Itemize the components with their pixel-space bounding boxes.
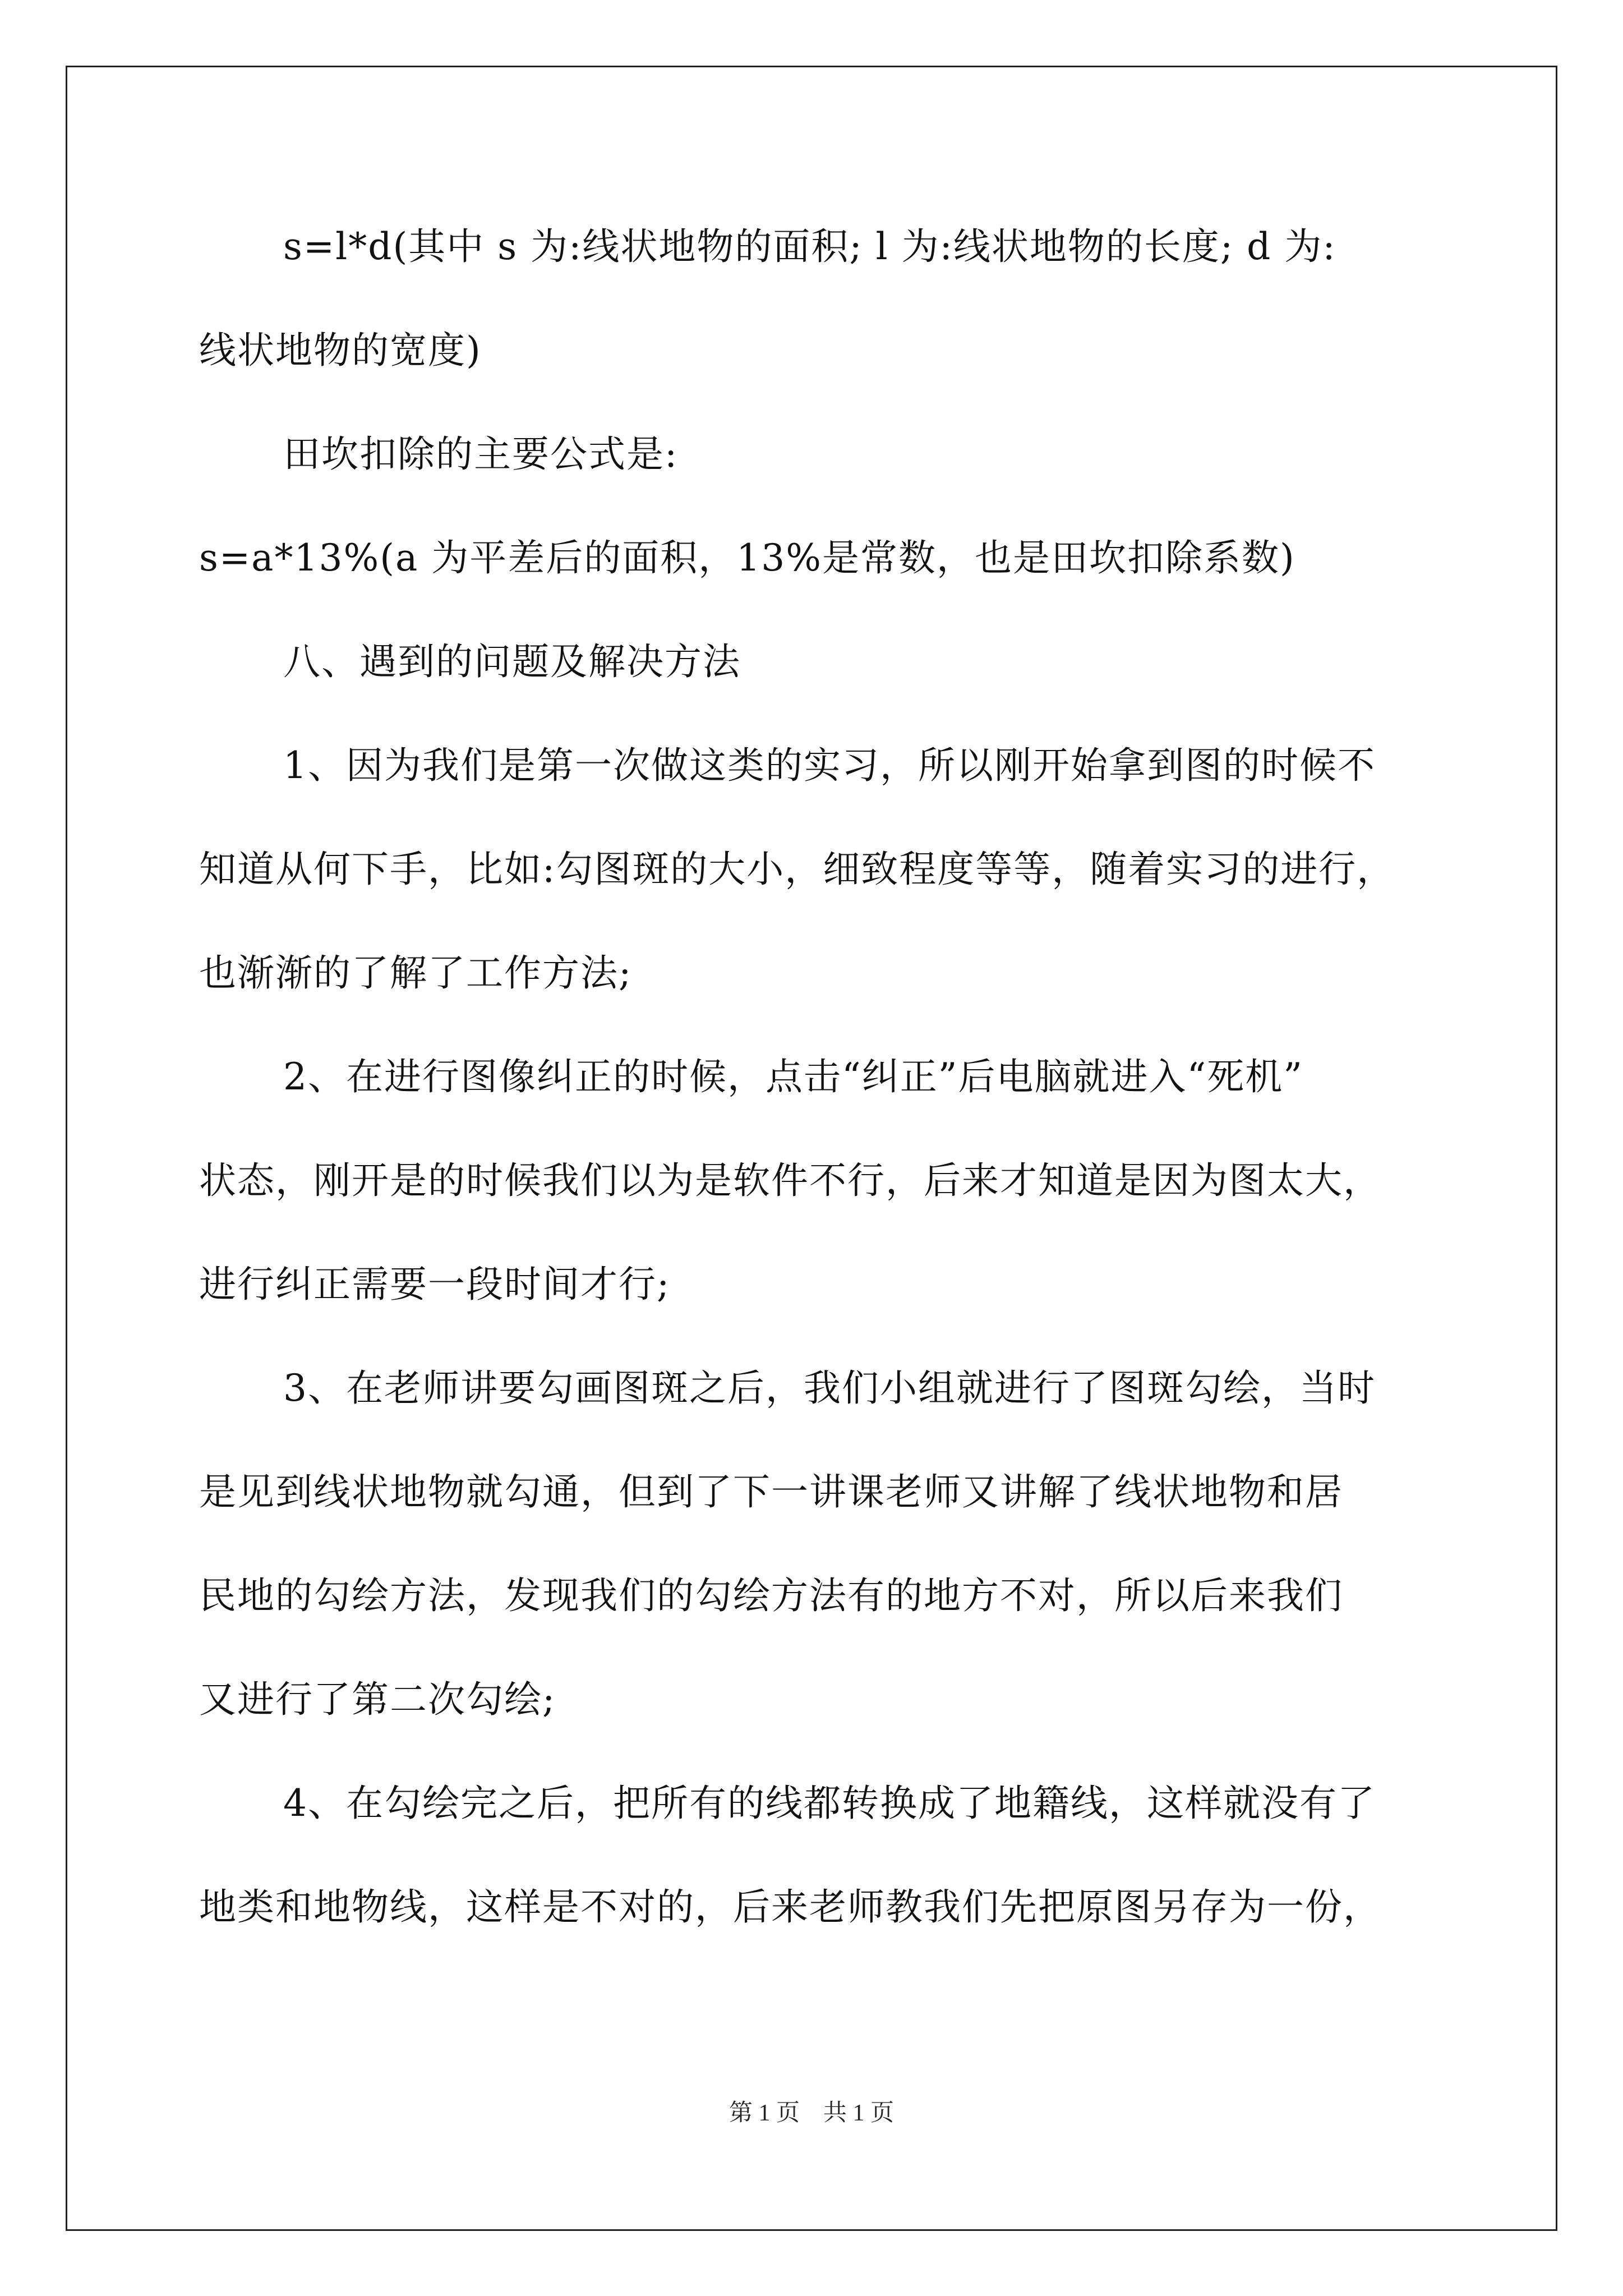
text-line: 进行纠正需要一段时间才行; [199,1263,671,1306]
text-line: 3、在老师讲要勾画图斑之后，我们小组就进行了图斑勾绘，当时 [283,1366,1376,1410]
text-line: 又进行了第二次勾绘; [199,1678,556,1721]
text-line: 地类和地物线，这样是不对的，后来老师教我们先把原图另存为一份， [199,1885,1381,1929]
text-line: 1、因为我们是第一次做这类的实习，所以刚开始拿到图的时候不 [283,744,1376,787]
text-line: 知道从何下手，比如:勾图斑的大小，细致程度等等，随着实习的进行， [199,848,1395,891]
text-line: s=l*d(其中 s 为:线状地物的面积; l 为:线状地物的长度; d 为: [283,225,1336,268]
text-line: 线状地物的宽度) [199,329,482,372]
text-line: 田坎扣除的主要公式是: [283,432,679,476]
text-line: s=a*13%(a 为平差后的面积，13%是常数，也是田坎扣除系数) [199,536,1295,579]
text-line: 4、在勾绘完之后，把所有的线都转换成了地籍线，这样就没有了 [283,1782,1376,1825]
section-heading: 八、遇到的问题及解决方法 [283,640,741,683]
page-number-footer: 第 1 页 共 1 页 [728,2100,894,2126]
text-line: 是见到线状地物就勾通，但到了下一讲课老师又讲解了线状地物和居 [199,1470,1343,1513]
text-line: 民地的勾绘方法，发现我们的勾绘方法有的地方不对，所以后来我们 [199,1574,1343,1617]
text-line: 也渐渐的了解了工作方法; [199,951,633,995]
text-line: 状态，刚开是的时候我们以为是软件不行，后来才知道是因为图太大， [199,1159,1381,1202]
text-line: 2、在进行图像纠正的时候，点击“纠正”后电脑就进入“死机” [283,1055,1303,1098]
